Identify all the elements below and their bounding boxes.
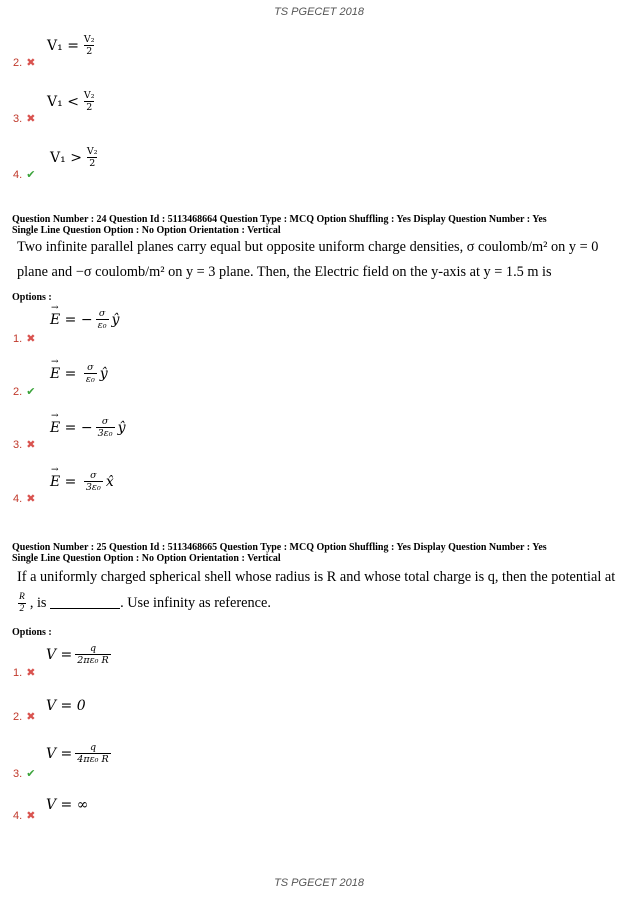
- vector-e: → E: [50, 366, 60, 382]
- q25-option-4-formula: V = ∞: [46, 797, 89, 813]
- wrong-mark-icon: ✖: [26, 710, 36, 723]
- option-number: 3.: [13, 113, 23, 125]
- q24-option-4-formula: → E = $\frac{\sigma}{\text{3ε₀}}$ x̂: [50, 470, 114, 493]
- fraction-denominator: 2: [86, 46, 93, 57]
- q25-option-3-indicator: [13, 764, 35, 782]
- q23-option-4-indicator: [13, 165, 35, 183]
- text-segment: . Use infinity as reference.: [120, 595, 271, 611]
- formula-operator: =: [67, 37, 79, 54]
- fraction-numerator: q: [89, 742, 97, 753]
- wrong-mark-icon: ✖: [26, 112, 36, 125]
- question-meta-line-1: Question Number : 25 Question Id : 5113468665 Question Type : MCQ Option Shuffling : Yes Display Question Number : Yes: [12, 542, 547, 553]
- formula-sign: −: [80, 419, 93, 436]
- option-number: 2.: [13, 386, 23, 398]
- fraction: [84, 362, 97, 385]
- q25-meta: [12, 542, 627, 564]
- fraction: [75, 643, 110, 666]
- wrong-mark-icon: ✖: [26, 809, 36, 822]
- formula-lhs: V₁: [47, 37, 63, 54]
- fraction-denominator: 2: [89, 158, 96, 169]
- formula-operator: <: [67, 93, 79, 110]
- answer-blank: [50, 598, 120, 609]
- correct-check-icon: ✔: [26, 385, 36, 398]
- q24-option-1-indicator: [13, 329, 35, 347]
- formula-sign: −: [80, 311, 93, 328]
- fraction-numerator: q: [89, 643, 97, 654]
- option-number: 2.: [13, 57, 23, 69]
- fraction-denominator: 2: [19, 604, 25, 614]
- fraction-denominator: 4πε₀ R: [77, 754, 109, 765]
- q24-text-line-2: plane and −σ coulomb/m² on y = 3 plane. Then, the Electric field on the y-axis at y = 1.5 m is: [17, 264, 552, 280]
- vector-e: → E: [50, 474, 60, 490]
- page-header: TS PGECET 2018: [274, 6, 364, 18]
- formula-lhs: V₁: [50, 149, 66, 166]
- q23-option-2-indicator: [13, 53, 35, 71]
- q25-option-2-formula: V = 0: [46, 698, 86, 714]
- wrong-mark-icon: ✖: [26, 56, 36, 69]
- fraction: [84, 470, 103, 493]
- q24-option-3-indicator: [13, 435, 35, 453]
- q25-options-label: Options :: [12, 627, 52, 638]
- q24-meta: [12, 214, 627, 236]
- fraction: [96, 416, 115, 439]
- unit-vector: ŷ: [99, 365, 108, 382]
- option-number: 4.: [13, 169, 23, 181]
- fraction-numerator: σ: [98, 308, 106, 319]
- unit-vector: x̂: [105, 473, 114, 490]
- formula-operator: >: [70, 149, 82, 166]
- formula-lhs: V₁: [47, 93, 63, 110]
- q23-option-3-indicator: [13, 109, 35, 127]
- option-number: 3.: [13, 768, 23, 780]
- correct-check-icon: ✔: [26, 168, 36, 181]
- vector-e: → E: [50, 420, 60, 436]
- q24-option-3-formula: → E = − $\frac{\sigma}{\text{3ε₀}}$ ŷ: [50, 416, 125, 439]
- wrong-mark-icon: ✖: [26, 666, 36, 679]
- text-segment: , is: [29, 595, 47, 611]
- fraction: [75, 742, 110, 765]
- vector-e: → E: [50, 312, 60, 328]
- fraction: [82, 90, 97, 113]
- option-number: 1.: [13, 333, 23, 345]
- fraction-numerator: σ: [87, 362, 94, 373]
- wrong-mark-icon: ✖: [26, 438, 36, 451]
- fraction-numerator: V₂: [83, 90, 95, 101]
- question-meta-line-2: Single Line Question Option : No Option Orientation : Vertical: [12, 553, 281, 564]
- formula-lhs: V =: [46, 745, 73, 762]
- option-number: 3.: [13, 439, 23, 451]
- q24-option-2-formula: → E = $\frac{\sigma}{\text{ε₀}}$ ŷ: [50, 362, 108, 385]
- q25-option-2-indicator: [13, 707, 35, 725]
- page-footer: TS PGECET 2018: [274, 877, 364, 889]
- fraction-numerator: V₂: [83, 34, 95, 45]
- fraction-denominator: 2πε₀ R: [77, 655, 109, 666]
- fraction-denominator: 3ε₀: [97, 428, 113, 439]
- q24-option-4-indicator: [13, 489, 35, 507]
- q23-option-4-formula: [50, 146, 103, 169]
- q25-option-3-formula: [46, 742, 114, 765]
- wrong-mark-icon: ✖: [26, 492, 36, 505]
- option-number: 2.: [13, 711, 23, 723]
- q23-option-2-formula: [47, 34, 100, 57]
- q24-text-line-1: Two infinite parallel planes carry equal but opposite uniform charge densities, σ coulomb/m² on y = 0: [17, 239, 599, 255]
- fraction-numerator: R: [19, 592, 25, 602]
- fraction: [85, 146, 100, 169]
- option-number: 4.: [13, 493, 23, 505]
- formula-lhs: V =: [46, 646, 73, 663]
- q24-options-label: Options :: [12, 292, 52, 303]
- unit-vector: ŷ: [117, 419, 126, 436]
- q24-option-2-indicator: [13, 382, 35, 400]
- q23-option-3-formula: [47, 90, 100, 113]
- q25-option-4-indicator: [13, 806, 35, 824]
- fraction-numerator: σ: [90, 470, 97, 481]
- fraction-numerator: V₂: [86, 146, 98, 157]
- correct-check-icon: ✔: [26, 767, 36, 780]
- unit-vector: ŷ: [111, 311, 120, 328]
- q25-option-1-indicator: [13, 663, 35, 681]
- fraction-denominator: 2: [86, 102, 93, 113]
- question-meta-line-2: Single Line Question Option : No Option Orientation : Vertical: [12, 225, 281, 236]
- q25-option-1-formula: [46, 643, 114, 666]
- fraction: [17, 592, 27, 615]
- fraction-denominator: ε₀: [97, 320, 107, 331]
- fraction-denominator: ε₀: [85, 374, 95, 385]
- q25-text-line-2: [17, 592, 271, 615]
- fraction: [82, 34, 97, 57]
- question-meta-line-1: Question Number : 24 Question Id : 5113468664 Question Type : MCQ Option Shuffling : Yes Display Question Number : Yes: [12, 214, 547, 225]
- fraction-numerator: σ: [101, 416, 109, 427]
- fraction-denominator: 3ε₀: [85, 482, 101, 493]
- fraction: [96, 308, 109, 331]
- q25-text-line-1: If a uniformly charged spherical shell whose radius is R and whose total charge is q, then the potential at: [17, 569, 616, 585]
- option-number: 4.: [13, 810, 23, 822]
- option-number: 1.: [13, 667, 23, 679]
- q24-option-1-formula: → E = − $\frac{\sigma}{\text{ε₀}}$ ŷ: [50, 308, 119, 331]
- wrong-mark-icon: ✖: [26, 332, 36, 345]
